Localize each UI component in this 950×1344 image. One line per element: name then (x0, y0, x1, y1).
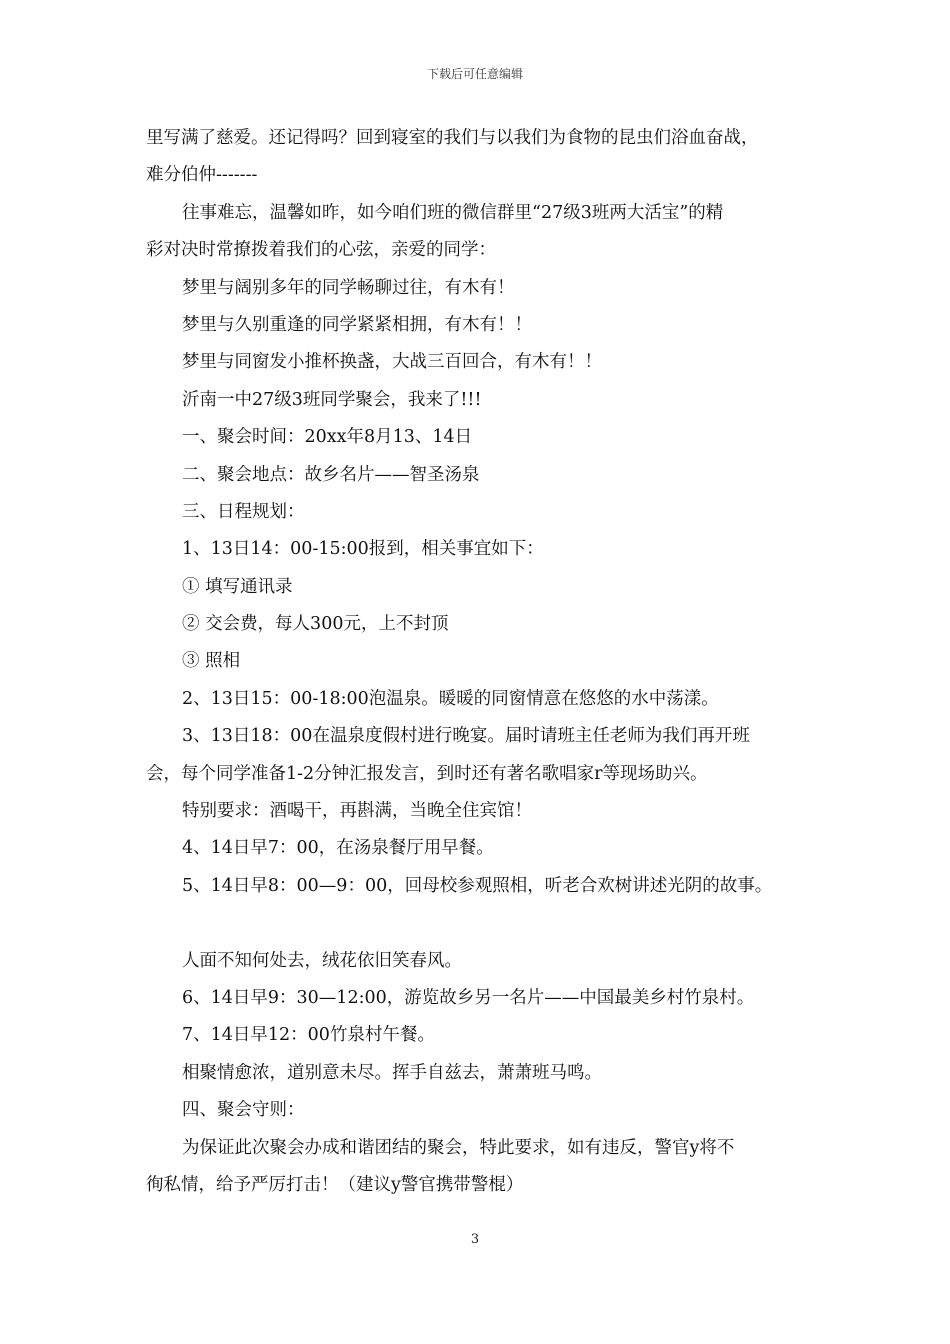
text-line: 里写满了慈爱。还记得吗？回到寝室的我们与以我们为食物的昆虫们浴血奋战， (146, 128, 759, 148)
section-heading: 三、日程规划： (182, 501, 305, 522)
list-item: ③ 照相 (182, 651, 241, 672)
paragraph-gap (146, 905, 811, 942)
list-item: ② 交会费，每人300元，上不封顶 (182, 614, 449, 635)
text-line: 梦里与阔别多年的同学畅聊过往，有木有！ (182, 277, 515, 298)
page-number: 3 (470, 1232, 480, 1247)
text-line: 特别要求：酒喝干，再斟满，当晚全住宾馆！ (182, 801, 532, 822)
text-line: 往事难忘，温馨如昨，如今咱们班的微信群里“27级3班两大活宝”的精 (182, 202, 724, 223)
text-line: 彩对决时常撩拨着我们的心弦，亲爱的同学： (146, 240, 496, 261)
schedule-item: 5、14日早8：00—9：00，回母校参观照相，听老合欢树讲述光阴的故事。 (182, 875, 773, 896)
section-heading: 四、聚会守则： (182, 1100, 305, 1121)
section-heading: 二、聚会地点：故乡名片——智圣汤泉 (182, 464, 480, 485)
schedule-item: 1、13日14：00-15:00报到，相关事宜如下： (182, 539, 544, 560)
text-line: 梦里与同窗发小推杯换盏，大战三百回合，有木有！！ (182, 352, 602, 373)
section-heading: 一、聚会时间：20xx年8月13、14日 (182, 427, 473, 448)
schedule-item: 7、14日早12：00竹泉村午餐。 (182, 1025, 435, 1046)
page-header: 下载后可任意编辑 (426, 67, 523, 81)
text-line: 梦里与久别重逢的同学紧紧相拥，有木有！！ (182, 314, 532, 335)
list-item: ① 填写通讯录 (182, 576, 293, 597)
schedule-item: 2、13日15：00-18:00泡温泉。暖暖的同窗情意在悠悠的水中荡漾。 (182, 688, 719, 709)
text-line: 会，每个同学准备1-2分钟汇报发言，到时还有著名歌唱家r等现场助兴。 (146, 763, 708, 784)
schedule-item: 4、14日早7：00，在汤泉餐厅用早餐。 (182, 838, 494, 859)
schedule-item: 3、13日18：00在温泉度假村进行晚宴。届时请班主任老师为我们再开班 (182, 726, 750, 747)
text-line: 相聚情愈浓，道别意未尽。挥手自兹去，萧萧班马鸣。 (182, 1062, 602, 1083)
text-line: 难分伯仲------- (146, 165, 258, 186)
document-body (146, 120, 811, 1204)
text-line: 沂南一中27级3班同学聚会，我来了!!! (182, 389, 482, 410)
schedule-item: 6、14日早9：30—12:00，游览故乡另一名片——中国最美乡村竹泉村。 (182, 987, 755, 1008)
text-line: 为保证此次聚会办成和谐团结的聚会，特此要求，如有违反，警官y将不 (182, 1137, 735, 1158)
text-line: 人面不知何处去，绒花依旧笑春风。 (182, 950, 462, 971)
text-line: 徇私情，给予严厉打击！（建议y警官携带警棍） (146, 1174, 524, 1195)
